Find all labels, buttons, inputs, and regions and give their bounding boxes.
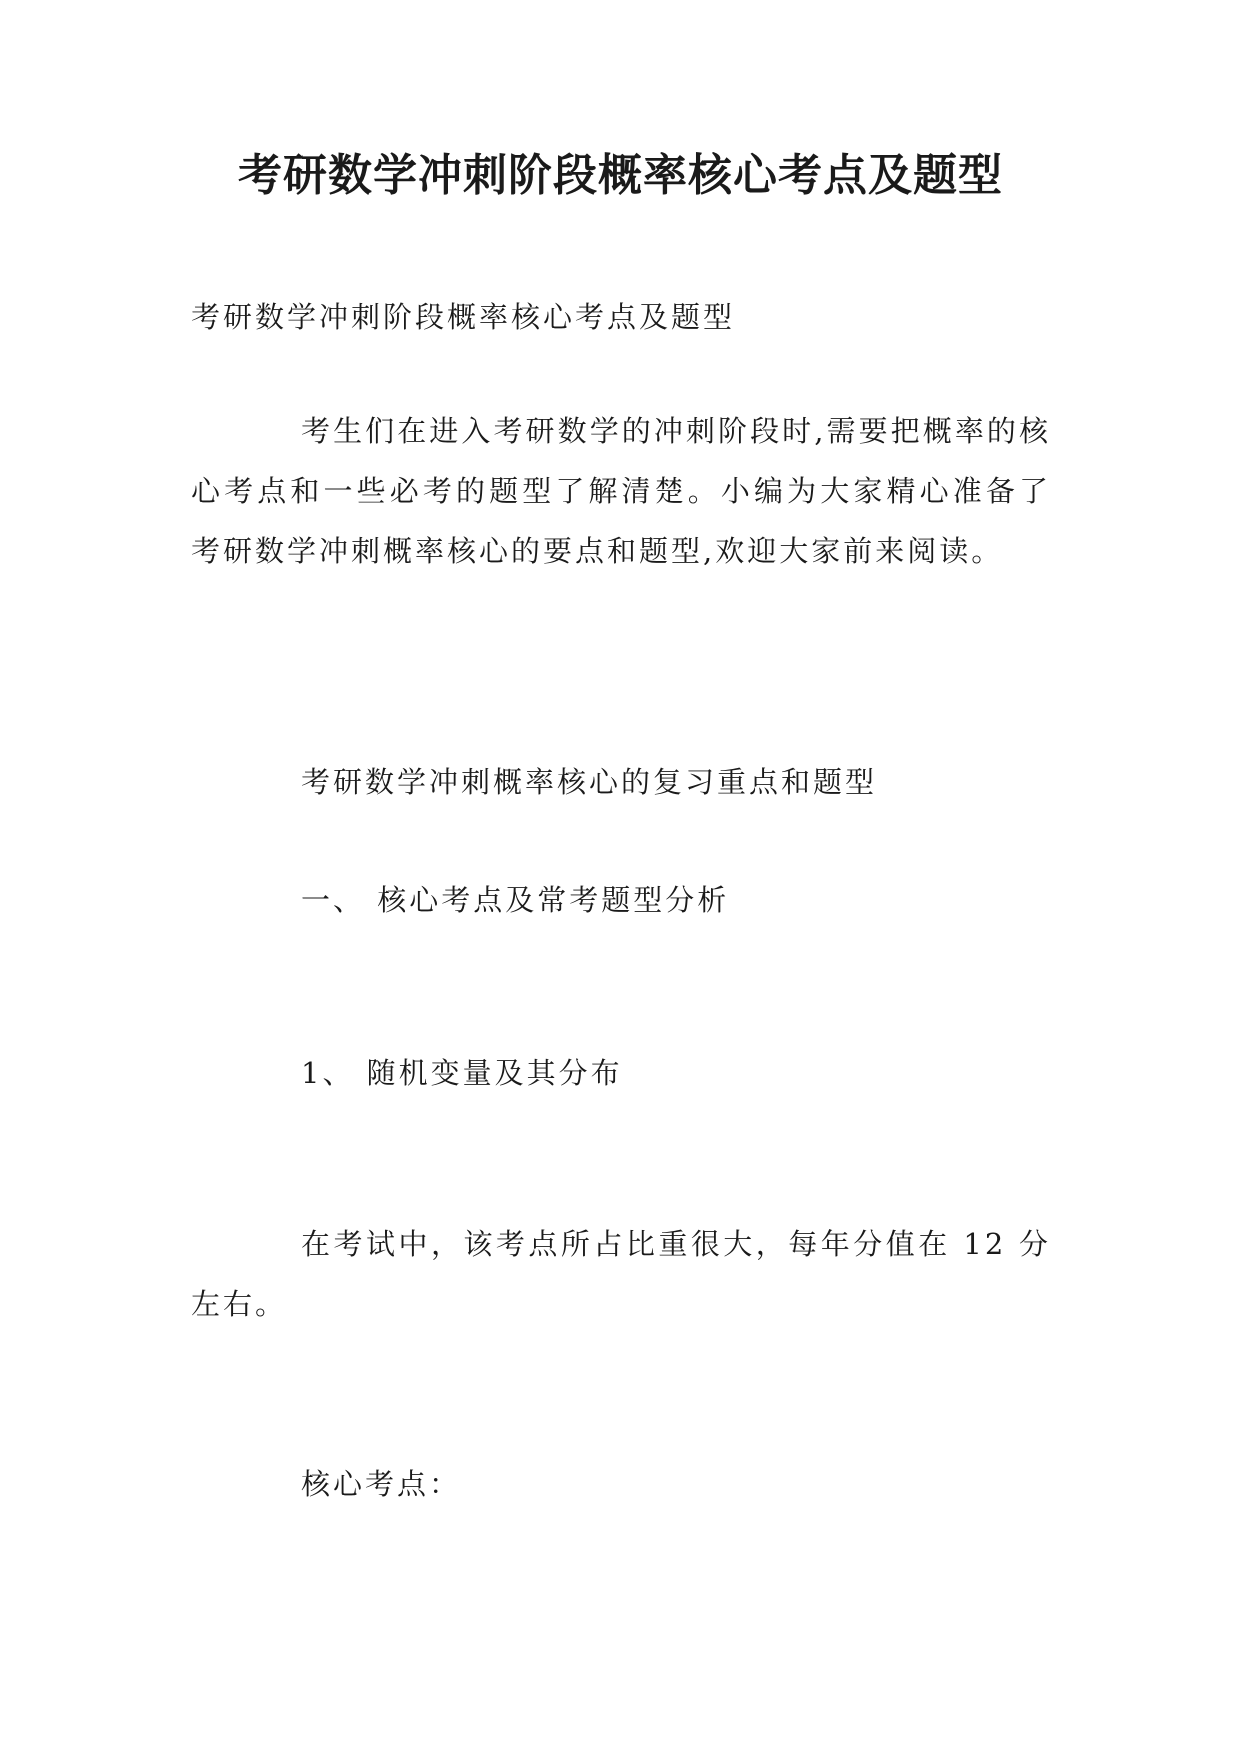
document-subtitle: 考研数学冲刺阶段概率核心考点及题型	[191, 300, 736, 334]
item-one-heading: 1、 随机变量及其分布	[301, 1056, 623, 1090]
core-points-label: 核心考点：	[301, 1467, 462, 1501]
intro-paragraph: 考生们在进入考研数学的冲刺阶段时,需要把概率的核心考点和一些必考的题型了解清楚。小编为大家精心准备了考研数学冲刺概率核心的要点和题型,欢迎大家前来阅读。	[191, 414, 1051, 568]
part-one-heading: 一、 核心考点及常考题型分析	[301, 883, 730, 917]
document-title: 考研数学冲刺阶段概率核心考点及题型	[238, 150, 1003, 201]
section-heading: 考研数学冲刺概率核心的复习重点和题型	[301, 765, 878, 799]
exam-weight-paragraph: 在考试中，该考点所占比重很大，每年分值在 12 分左右。	[191, 1227, 1051, 1321]
